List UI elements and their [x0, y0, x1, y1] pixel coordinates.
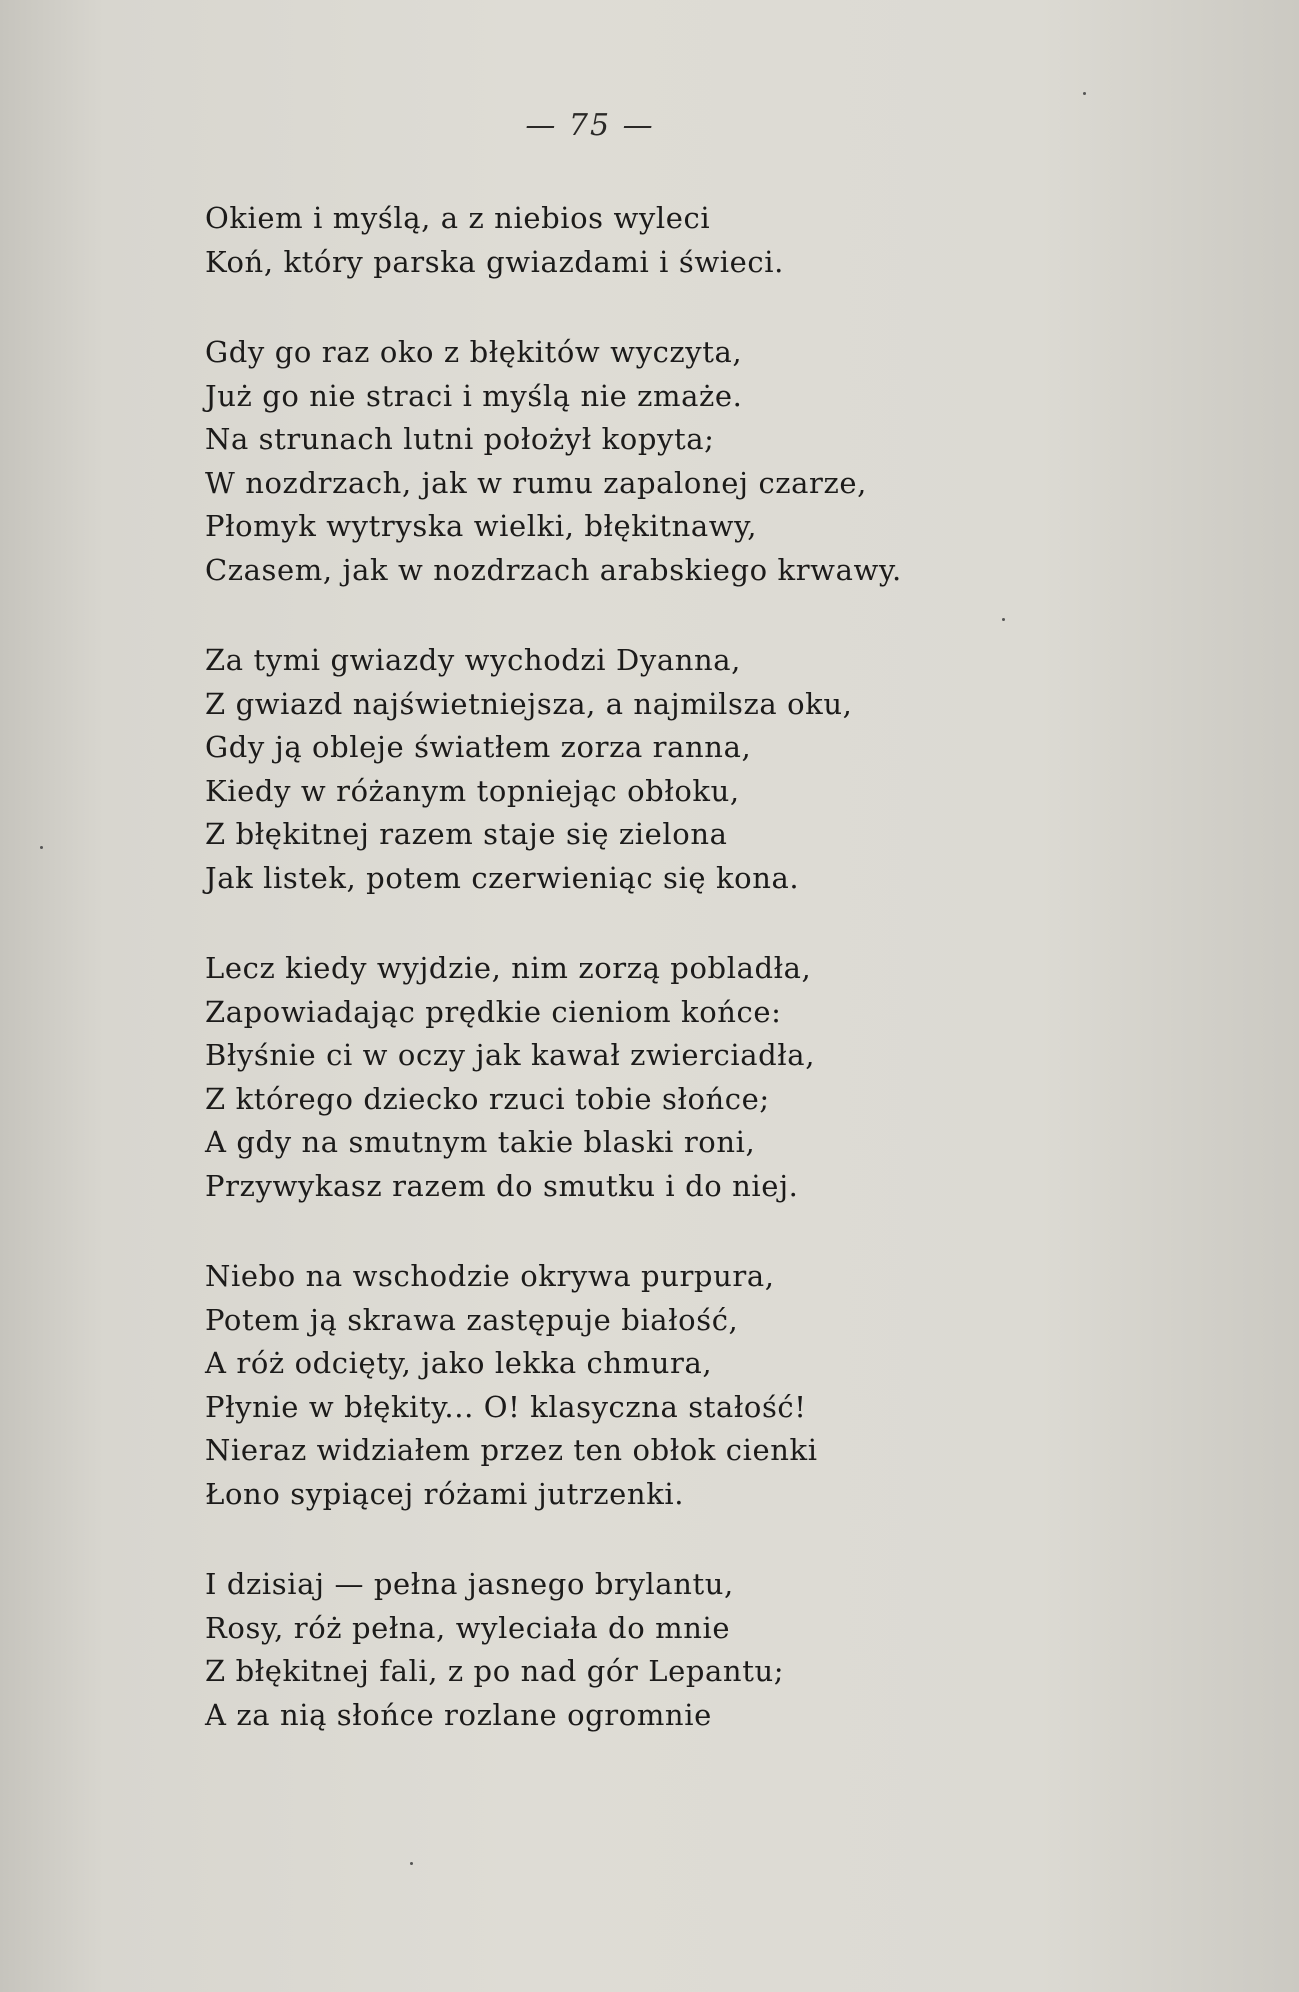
- poem-line: Już go nie straci i myślą nie zmaże.: [205, 378, 743, 413]
- poem-line: Zapowiadając prędkie cieniom końce:: [205, 994, 782, 1029]
- paper-speck: [1083, 92, 1086, 95]
- poem-line: Lecz kiedy wyjdzie, nim zorzą pobladła,: [205, 951, 812, 985]
- poem-line: Potem ją skrawa zastępuje białość,: [205, 1302, 739, 1337]
- stanza-5: [205, 1255, 1185, 1516]
- poem-line: Okiem i myślą, a z niebios wyleci: [205, 201, 711, 235]
- poem-line: Kiedy w różanym topniejąc obłoku,: [205, 773, 740, 808]
- poem-body: [205, 197, 1185, 1784]
- poem-line: Na strunach lutni położył kopyta;: [205, 422, 715, 456]
- poem-line: Z błękitnej razem staje się zielona: [205, 817, 728, 851]
- poem-line: Za tymi gwiazdy wychodzi Dyanna,: [205, 643, 741, 677]
- poem-line: I dzisiaj — pełna jasnego brylantu,: [205, 1567, 734, 1601]
- stanza-6: [205, 1563, 1185, 1737]
- paper-speck: [410, 1862, 413, 1865]
- poem-line: Nieraz widziałem przez ten obłok cienki: [205, 1433, 818, 1467]
- poem-line: Z błękitnej fali, z po nad gór Lepantu;: [205, 1654, 785, 1688]
- poem-line: Koń, który parska gwiazdami i świeci.: [205, 244, 784, 279]
- poem-line: Niebo na wschodzie okrywa purpura,: [205, 1259, 775, 1293]
- paper-speck: [1002, 618, 1005, 621]
- poem-line: W nozdrzach, jak w rumu zapalonej czarze,: [205, 465, 867, 500]
- poem-line: Płynie w błękity... O! klasyczna stałość!: [205, 1389, 807, 1424]
- poem-line: Rosy, róż pełna, wyleciała do mnie: [205, 1610, 731, 1645]
- stanza-1: [205, 197, 1185, 284]
- poem-line: A za nią słońce rozlane ogromnie: [205, 1697, 712, 1732]
- poem-line: Przywykasz razem do smutku i do niej.: [205, 1168, 799, 1203]
- poem-line: Gdy go raz oko z błękitów wyczyta,: [205, 335, 743, 369]
- poem-line: A róż odcięty, jako lekka chmura,: [205, 1346, 713, 1380]
- paper-speck: [40, 846, 43, 849]
- poem-line: Jak listek, potem czerwieniąc się kona.: [205, 860, 800, 895]
- poem-line: Czasem, jak w nozdrzach arabskiego krwawy.: [205, 552, 902, 587]
- poem-line: Z gwiazd najświetniejsza, a najmilsza oku,: [205, 686, 853, 721]
- page-number: — 75 —: [525, 108, 655, 143]
- stanza-4: [205, 947, 1185, 1208]
- poem-line: Łono sypiącej różami jutrzenki.: [205, 1476, 685, 1511]
- stanza-3: [205, 639, 1185, 900]
- poem-line: Płomyk wytryska wielki, błękitnawy,: [205, 509, 758, 543]
- poem-line: A gdy na smutnym takie blaski roni,: [205, 1125, 756, 1159]
- stanza-2: [205, 331, 1185, 592]
- poem-line: Błyśnie ci w oczy jak kawał zwierciadła,: [205, 1038, 816, 1072]
- poem-line: Z którego dziecko rzuci tobie słońce;: [205, 1081, 770, 1116]
- poem-line: Gdy ją obleje światłem zorza ranna,: [205, 730, 752, 764]
